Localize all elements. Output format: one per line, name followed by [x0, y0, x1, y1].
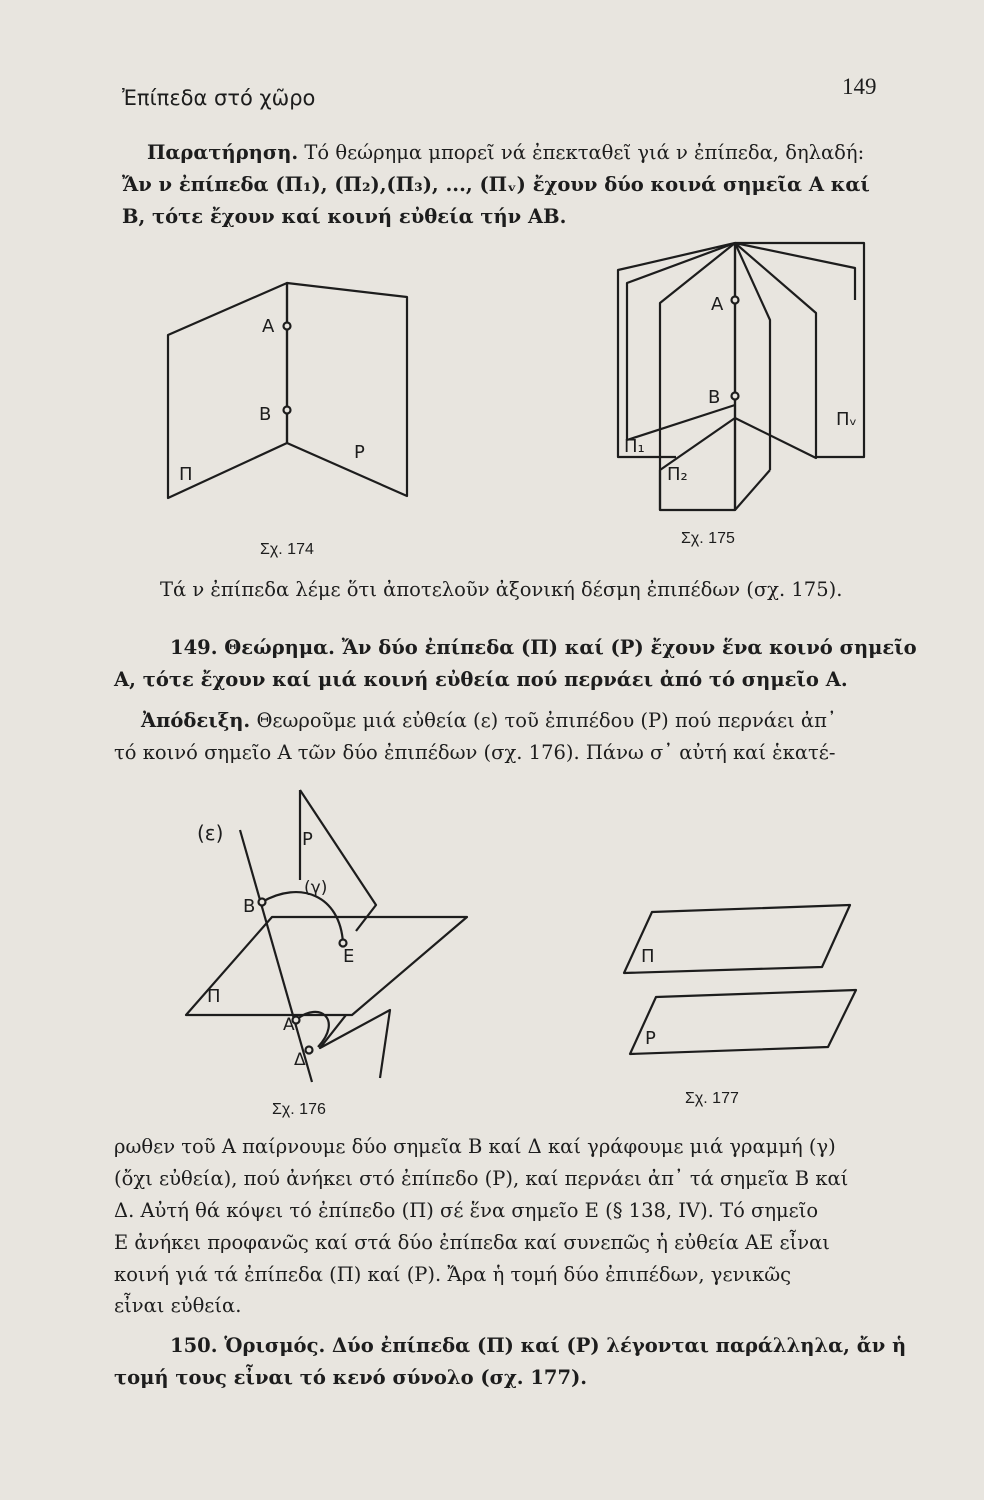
fig174-label-b: B	[259, 404, 272, 425]
remark-line-1-text: Τό θεώρημα μπορεῖ νά ἐπεκταθεῖ γιά ν ἐπίπεδα, δηλαδή:	[304, 141, 865, 164]
fig177-label-pi: Π	[641, 946, 655, 967]
proof-line-1-text: Θεωροῦμε μιά εὐθεία (ε) τοῦ ἐπιπέδου (P) πού περνάει ἀπ᾽	[256, 709, 837, 732]
fig175-plane-right	[735, 243, 770, 470]
fig175-caption: Σχ. 175	[681, 530, 735, 547]
proof-line-2: τό κοινό σημεῖο Α τῶν δύο ἐπιπέδων (σχ. 176). Πάνω σ᾽ αὐτή καί ἑκατέ-	[114, 741, 836, 764]
fig175-point-a	[732, 297, 739, 304]
fig177-plane-pi	[624, 905, 850, 973]
fig176-label-e: E	[343, 946, 355, 967]
fig175-plane-pi2	[660, 243, 735, 470]
proof-line-7: κοινή γιά τά ἐπίπεδα (Π) καί (P). Ἄρα ἡ τομή δύο ἐπιπέδων, γενικῶς	[114, 1263, 792, 1286]
fig176-point-d	[306, 1047, 313, 1054]
proof-line-1	[141, 705, 837, 737]
fig174-point-b	[284, 407, 291, 414]
proof-heading: Ἀπόδειξη.	[141, 709, 251, 732]
remark-heading: Παρατήρηση.	[147, 141, 299, 164]
fig177-label-p: P	[645, 1028, 656, 1049]
fig176-caption: Σχ. 176	[272, 1101, 326, 1118]
theorem-line-1-text: Ἄν δύο ἐπίπεδα (Π) καί (P) ἔχουν ἕνα κοινό σημεῖο	[341, 636, 917, 659]
page-number: 149	[842, 74, 877, 99]
fig175-label-piv: Πᵥ	[836, 409, 858, 430]
fig175-diagram	[618, 243, 864, 510]
theorem-heading: 149. Θεώρημα.	[170, 636, 335, 659]
definition-line-2: τομή τους εἶναι τό κενό σύνολο (σχ. 177).	[114, 1366, 588, 1389]
definition-heading: 150. Ὁρισμός.	[170, 1334, 326, 1357]
fig176-label-a: A	[283, 1015, 295, 1035]
fig176-label-d: Δ	[294, 1050, 306, 1070]
fig174-plane-p	[287, 283, 407, 496]
fig177-diagram	[624, 905, 856, 1054]
fig175-edge2	[735, 470, 770, 510]
fig176-plane-pi	[186, 917, 467, 1015]
fig174-label-pi: Π	[179, 464, 193, 485]
proof-line-5: Δ. Αὐτή θά κόψει τό ἐπίπεδο (Π) σέ ἕνα σημεῖο Ε (§ 138, IV). Τό σημεῖο	[114, 1199, 819, 1222]
fig174-diagram	[168, 283, 407, 498]
fig175-plane-right2	[735, 243, 816, 458]
fig176-label-b: B	[243, 896, 256, 917]
fig176-point-b	[259, 899, 266, 906]
fig177-caption: Σχ. 177	[685, 1090, 739, 1107]
running-header: Ἐπίπεδα στό χῶρο	[122, 86, 316, 110]
fig176-label-gamma: (γ)	[304, 878, 328, 898]
fig174-label-p: P	[354, 442, 365, 463]
fig176-plane-p-bottom	[320, 1010, 390, 1078]
fig175-plane-pi1	[627, 243, 735, 440]
fig174-point-a	[284, 323, 291, 330]
fig176-label-pi: Π	[207, 986, 221, 1007]
fig176-line-eps	[240, 830, 312, 1082]
fig175-plane-back	[735, 243, 855, 300]
definition-line-1	[170, 1330, 906, 1362]
fig175-label-a: A	[711, 294, 724, 315]
fig175-point-b	[732, 393, 739, 400]
fig175-label-b: B	[708, 387, 721, 408]
fig174-caption: Σχ. 174	[260, 541, 314, 558]
fig176-label-eps: (ε)	[197, 821, 224, 845]
remark-line-3: Β, τότε ἔχουν καί κοινή εὐθεία τήν ΑΒ.	[122, 205, 567, 228]
fig176-plane-p-top	[300, 790, 376, 931]
fig176-label-p: P	[302, 829, 313, 850]
theorem-line-2: Α, τότε ἔχουν καί μιά κοινή εὐθεία πού περνάει ἀπό τό σημεῖο Α.	[114, 668, 848, 691]
fig175-label-pi1: Π₁	[624, 436, 645, 457]
fig177-plane-p	[630, 990, 856, 1054]
theorem-line-1	[170, 632, 917, 664]
proof-line-6: Ε ἀνήκει προφανῶς καί στά δύο ἐπίπεδα καί συνεπῶς ἡ εὐθεία ΑΕ εἶναι	[114, 1231, 830, 1254]
proof-line-4: (ὄχι εὐθεία), πού ἀνήκει στό ἐπίπεδο (P), καί περνάει ἀπ᾽ τά σημεῖα Β καί	[114, 1167, 849, 1190]
proof-line-3: ρωθεν τοῦ Α παίρνουμε δύο σημεῖα Β καί Δ καί γράφουμε μιά γραμμή (γ)	[114, 1135, 836, 1158]
remark-line-2: Ἄν ν ἐπίπεδα (Π₁), (Π₂),(Π₃), ..., (Πᵥ) ἔχουν δύο κοινά σημεῖα Α καί	[122, 173, 870, 196]
definition-line-1-text: Δύο ἐπίπεδα (Π) καί (P) λέγονται παράλληλα, ἄν ἡ	[332, 1334, 907, 1357]
proof-line-8: εἶναι εὐθεία.	[114, 1294, 242, 1317]
fig175-label-pi2: Π₂	[667, 464, 688, 485]
fig174-label-a: A	[262, 316, 275, 337]
fig176-diagram	[186, 790, 467, 1082]
axial-bundle-text: Τά ν ἐπίπεδα λέμε ὅτι ἀποτελοῦν ἀξονική δέσμη ἐπιπέδων (σχ. 175).	[160, 578, 843, 601]
